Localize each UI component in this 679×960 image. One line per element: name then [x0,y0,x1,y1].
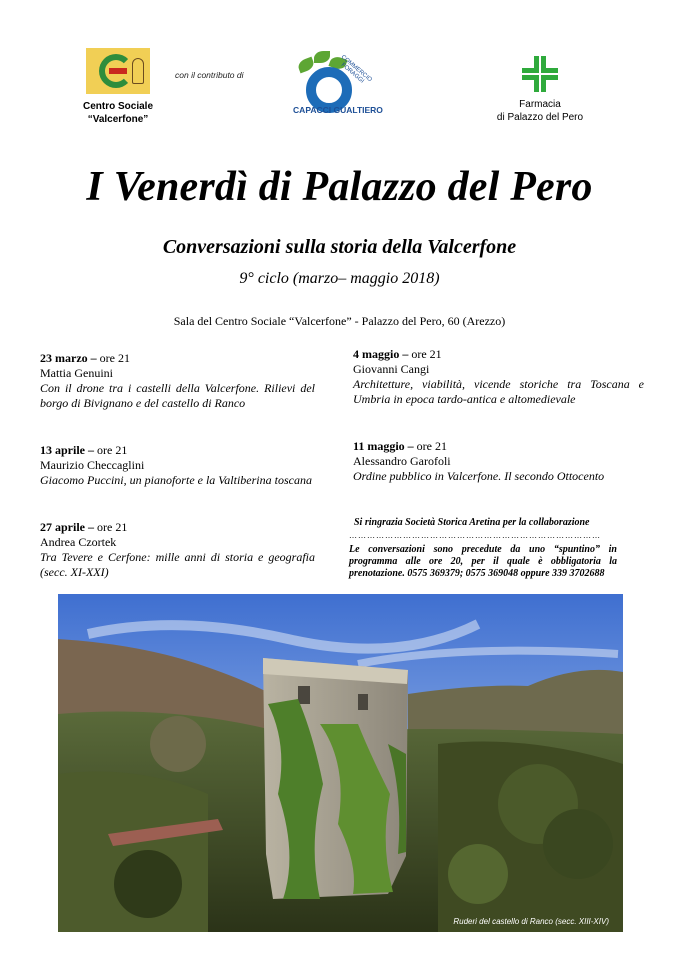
event-description: Giacomo Puccini, un pianoforte e la Valtiberina toscana [40,473,312,487]
event-item [353,347,644,407]
event-description: Tra Tevere e Cerfone: mille anni di storia e geografia (secc. XI-XXI) [40,550,315,579]
sponsor-centro-sociale [78,48,158,126]
event-speaker: Mattia Genuini [40,366,113,380]
centro-sociale-label-2: “Valcerfone” [87,114,149,125]
event-date: 11 maggio – [353,439,414,453]
dotted-divider: ………………………………………………………………………… [349,531,601,540]
event-speaker: Alessandro Garofoli [353,454,451,468]
event-item [40,351,315,411]
event-date: 4 maggio – [353,347,409,361]
capacci-name: CAPACCI GUALTIERO [293,105,383,115]
event-time: ore 21 [97,443,128,457]
sponsor-farmacia [490,54,590,124]
event-date: 23 marzo – [40,351,97,365]
event-time: ore 21 [411,347,442,361]
event-date: 13 aprile – [40,443,94,457]
page-subtitle: Conversazioni sulla storia della Valcerfone [162,236,517,258]
contribution-text: con il contributo di [175,70,244,80]
page-title: I Venerdì di Palazzo del Pero [86,164,593,210]
farmacia-label-2: di Palazzo del Pero [496,112,584,123]
event-description: Con il drone tra i castelli della Valcerfone. Rilievi del borgo di Bivignano e del castello di Ranco [40,381,315,410]
capacci-gualtiero-logo-icon [292,45,384,125]
event-time: ore 21 [416,439,447,453]
event-description: Architetture, viabilità, vicende storiche tra Toscana e Umbria in epoca tardo-antica e altomedievale [353,377,644,406]
sponsor-capacci-gualtiero [292,45,384,125]
event-item [40,520,315,580]
dinner-note: Le conversazioni sono precedute da uno “spuntino” in programma alle ore 20, per il quale è obbligatoria la prenotazione. 0575 369379; 0575 369048 oppure 339 3702688 [349,544,617,579]
event-description: Ordine pubblico in Valcerfone. Il secondo Ottocento [353,469,605,483]
event-item [353,439,644,484]
event-time: ore 21 [99,351,130,365]
cycle-line: 9° ciclo (marzo– maggio 2018) [239,270,440,287]
event-speaker: Giovanni Cangi [353,362,430,376]
farmacia-label-1: Farmacia [519,99,561,110]
thanks-line: Si ringrazia Società Storica Aretina per la collaborazione [354,517,590,528]
centro-sociale-label-1: Centro Sociale [82,101,154,112]
centro-sociale-logo-icon [86,48,150,94]
capacci-arc-text: COMMERCIO FORAGGI [339,54,373,85]
pharmacy-cross-icon [520,54,560,94]
venue-line: Sala del Centro Sociale “Valcerfone” - Palazzo del Pero, 60 (Arezzo) [173,314,506,328]
event-time: ore 21 [97,520,128,534]
castle-photo [58,594,623,932]
event-item [40,443,315,488]
event-speaker: Maurizio Checcaglini [40,458,145,472]
photo-caption: Ruderi del castello di Ranco (secc. XIII-XIV) [453,917,609,926]
event-date: 27 aprile – [40,520,94,534]
event-speaker: Andrea Czortek [40,535,117,549]
